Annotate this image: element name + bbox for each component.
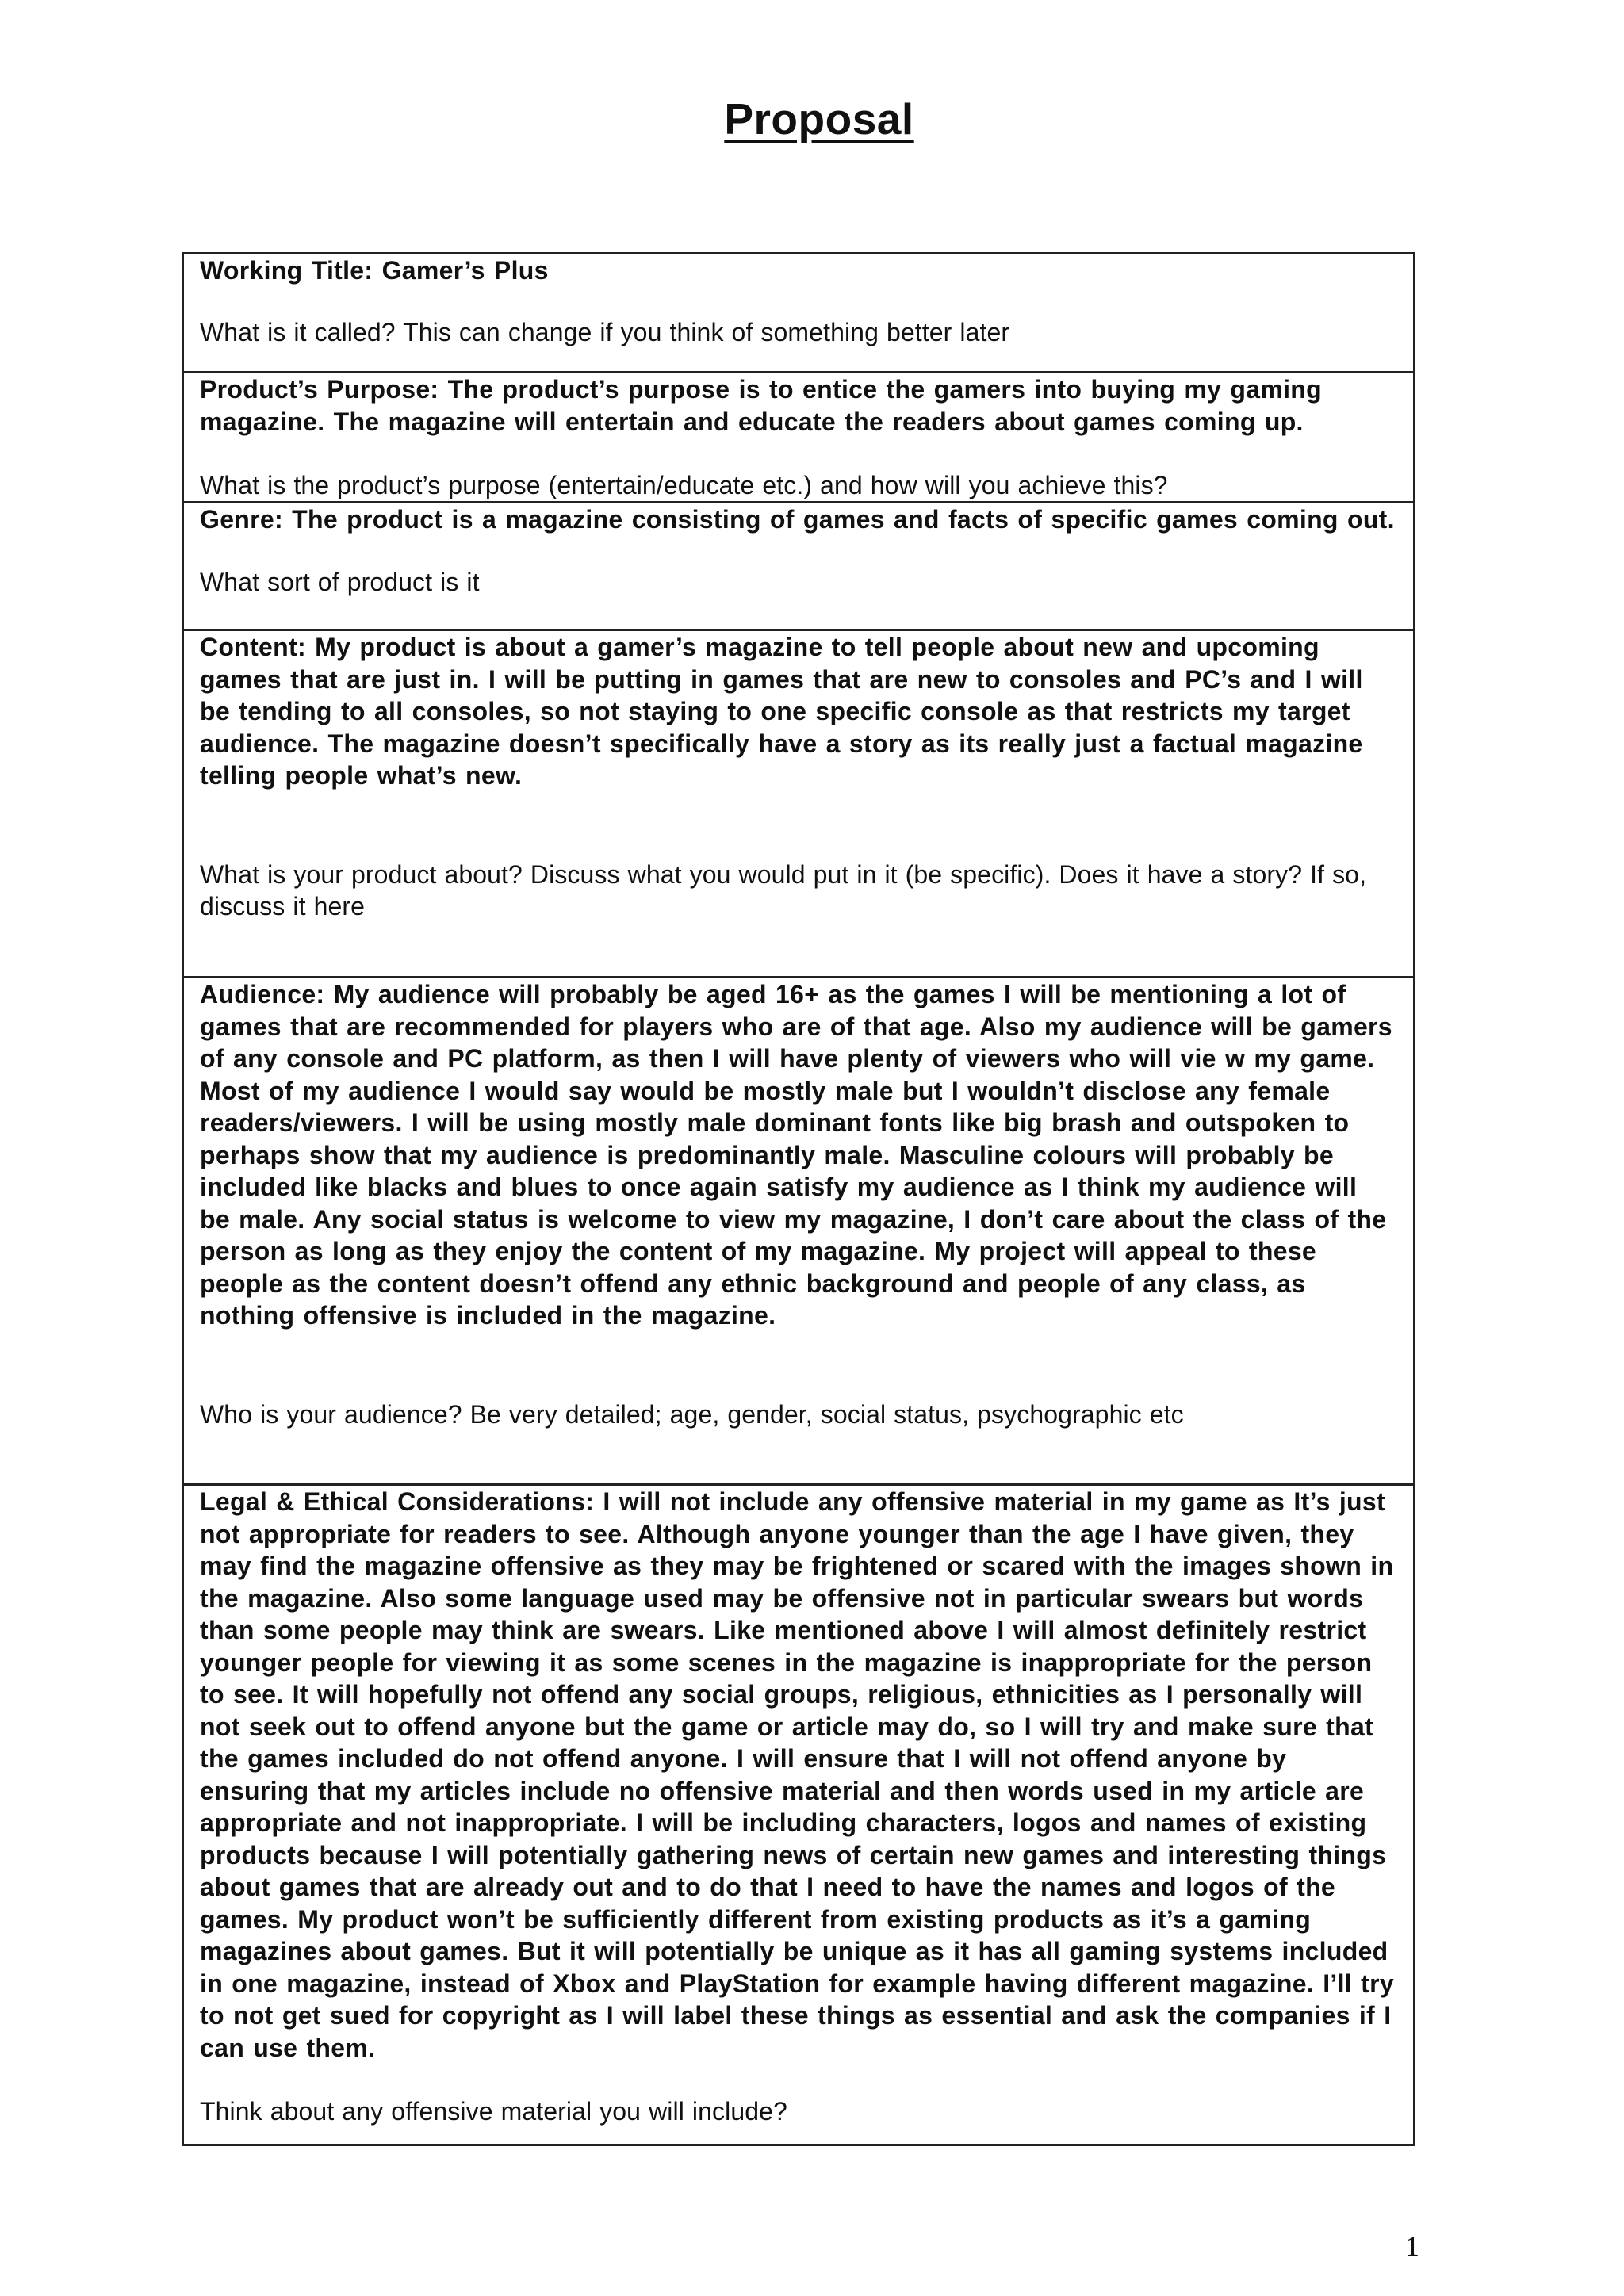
section-answer: My product is about a gamer’s magazine to tell people about new and upcoming games that are just in. I will be putting in games that are new to consoles and PC’s and I will be tending to all consoles, so not staying to one specific console as that restricts my target audience. The magazine doesn’t specifically have a story as its really just a factual magazine telling people what’s new. xyxy=(200,633,1363,790)
section-answer: Gamer’s Plus xyxy=(381,256,549,285)
proposal-form-table xyxy=(182,252,1415,2146)
section-prompt: What is the product’s purpose (entertain/educate etc.) and how will you achieve this? xyxy=(200,471,1168,499)
section-genre xyxy=(184,501,1413,629)
section-label: Working Title: xyxy=(200,256,373,285)
content-answer xyxy=(200,631,1396,792)
audience-answer xyxy=(200,978,1396,1332)
section-prompt: Think about any offensive material you will include? xyxy=(200,2097,787,2126)
section-product-purpose xyxy=(184,371,1413,501)
section-prompt: What is your product about? Discuss what you would put in it (be specific). Does it have a story? If so, discuss it here xyxy=(200,859,1367,920)
section-label: Genre: xyxy=(200,505,283,534)
section-label: Legal & Ethical Considerations: xyxy=(200,1487,595,1516)
legal-ethical-answer xyxy=(200,1486,1396,2064)
section-prompt: What is it called? This can change if you think of something better later xyxy=(200,317,1010,346)
section-legal-ethical xyxy=(184,1483,1413,2144)
section-working-title xyxy=(184,254,1413,371)
section-answer: My audience will probably be aged 16+ as the games I will be mentioning a lot of games that are recommended for players who are of that age. Also my audience will be gamers of any console and PC platform, as then I will have plenty of viewers who will vie w my game. Most of my audience I would say would be mostly male but I wouldn’t disclose any female readers/viewers. I will be using mostly male dominant fonts like big brash and outspoken to perhaps show that my audience is predominantly male. Masculine colours will probably be included like blacks and blues to once again satisfy my audience as I think my audience will be male. Any social status is welcome to view my magazine, I don’t care about the class of the person as long as they enjoy the content of my magazine. My project will appeal to these people as the content doesn’t offend any ethnic background and people of any class, as nothing offensive is included in the magazine. xyxy=(200,980,1392,1330)
page-title: Proposal xyxy=(724,94,914,144)
section-answer: The product’s purpose is to entice the gamers into buying my gaming magazine. The magazine will entertain and educate the readers about games coming up. xyxy=(200,375,1322,436)
product-purpose-answer xyxy=(200,373,1396,438)
page-number: 1 xyxy=(1405,2230,1419,2262)
section-label: Content: xyxy=(200,633,306,661)
section-answer: I will not include any offensive material in my game as It’s just not appropriate for readers to see. Although anyone younger than the age I have given, they may find the magazine offensive as they may be frightened or scared with the images shown in the magazine. Also some language used may be offensive not in particular swears but words than some people may think are swears. Like mentioned above I will almost definitely restrict younger people for viewing it as some scenes in the magazine is inappropriate for the person to see. It will hopefully not offend any social groups, religious, ethnicities as I personally will not seek out to offend anyone but the game or article may do, so I will try and make sure that the games included do not offend anyone. I will ensure that I will not offend anyone by ensuring that my articles include no offensive material and then words used in my article are appropriate and not inappropriate. I will be including characters, logos and names of existing products because I will potentially gathering news of certain new games and interesting things about games that are already out and to do that I need to have the names and logos of the games. My product won’t be sufficiently different from existing products as it’s a gaming magazines about games. But it will potentially be unique as it has all gaming systems included in one magazine, instead of Xbox and PlayStation for example having different magazine. I’ll try to not get sued for copyright as I will label these things as essential and ask the companies if I can use them. xyxy=(200,1487,1394,2062)
section-prompt: What sort of product is it xyxy=(200,567,480,596)
section-label: Audience: xyxy=(200,980,325,1008)
working-title-answer xyxy=(200,254,1396,287)
section-prompt: Who is your audience? Be very detailed; age, gender, social status, psychographic etc xyxy=(200,1399,1184,1429)
section-answer: The product is a magazine consisting of games and facts of specific games coming out. xyxy=(292,505,1395,534)
section-label: Product’s Purpose: xyxy=(200,375,439,404)
genre-answer xyxy=(200,503,1396,536)
section-audience xyxy=(184,976,1413,1483)
section-content xyxy=(184,629,1413,976)
